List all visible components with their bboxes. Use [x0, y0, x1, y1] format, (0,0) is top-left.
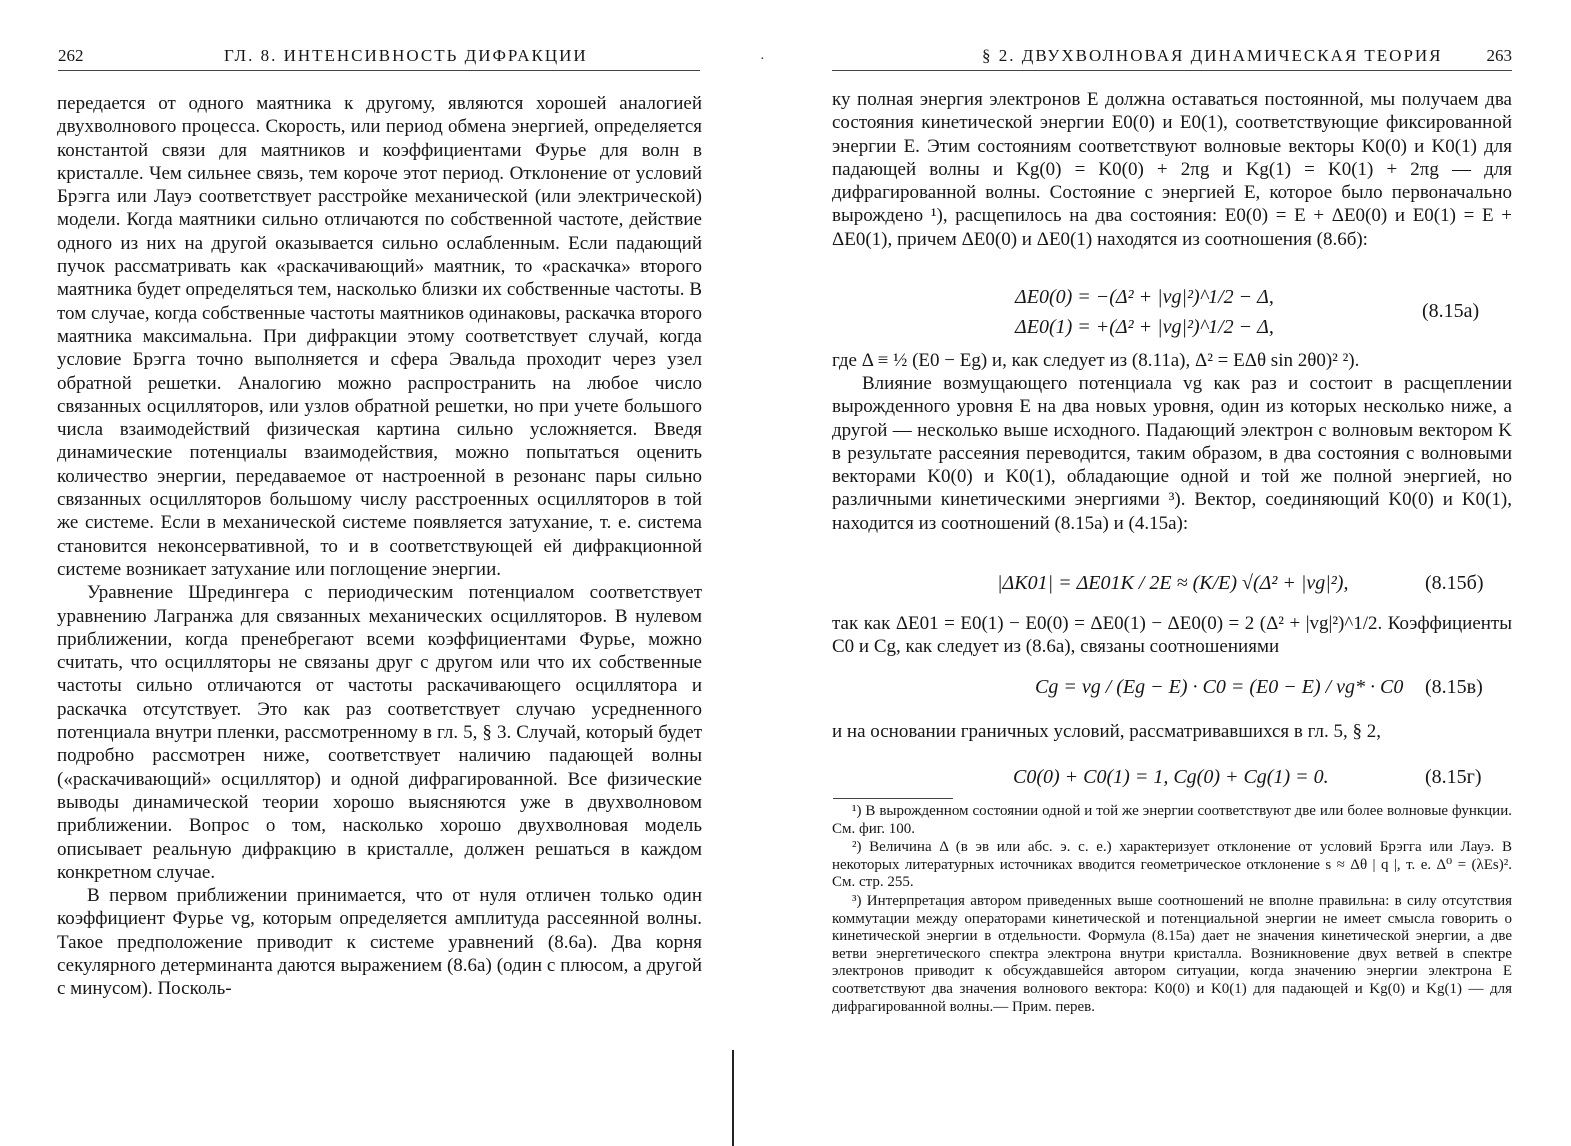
footnote-2: ²) Величина Δ (в эв или абс. э. с. е.) характеризует отклонение от условий Брэгга или Лауэ. В некоторых литературных источниках вводится геометрическое отклонение s ≈ Δθ | q |, т. е. Δ⁰ = (λEs)². См. стр. 255. — [832, 839, 1512, 891]
footnote-3: ³) Интерпретация автором приведенных выше соотношений не вполне правильна: в силу отсутствия коммутации между операторами кинетической и потенциальной энергии не имеет смысла говорить о кинетической энергии в отдельности. Формула (8.15а) дает не значения кинетической энергии, а две ветви энергетического спектра электрона внутри кристалла. Возникновение двух ветвей в спектре электронов приводит к обсуждавшейся автором ситуации, когда значению энергии электрона E соответствуют два значения волнового вектора: K0(0) и K0(1) для падающей и Kg(0) и Kg(1) — для дифрагированной волны.— Прим. перев. — [832, 892, 1512, 1015]
text-boundary-conditions: и на основании граничных условий, рассматривавшихся в гл. 5, § 2, — [832, 721, 1381, 742]
equation-8-15a-line-2: ΔE0(1) = +(Δ² + |vg|²)^1/2 − Δ, — [1015, 316, 1274, 338]
left-page-header — [58, 44, 700, 71]
footnote-1: ¹) В вырожденном состоянии одной и той же энергии соответствуют две или более волновые функции. См. фиг. 100. — [832, 803, 1512, 837]
left-page-number: 262 — [58, 46, 84, 65]
footnotes — [832, 803, 1512, 1017]
equation-8-15v-label: (8.15в) — [1425, 676, 1483, 698]
gutter-dot: · — [760, 52, 765, 67]
right-paragraph-2: Влияние возмущающего потенциала vg как раз и состоит в расщеплении вырожденного уровня E на два новых уровня, один из которых несколько ниже, а другой — несколько выше исходного. Падающий электрон с волновым вектором K в результате рассеяния переводится, таким образом, в два состояния с волновыми векторами K0(0) и K0(1), обладающие одной и той же полной энергией, но различными кинетическими энергиями ³). Вектор, соединяющий K0(0) и K0(1), находится из соотношений (8.15а) и (4.15а): — [832, 373, 1512, 534]
left-body-text — [57, 92, 702, 1092]
right-page-number: 263 — [1486, 46, 1512, 65]
left-running-title: ГЛ. 8. ИНТЕНСИВНОСТЬ ДИФРАКЦИИ — [224, 46, 588, 65]
equation-8-15b: |ΔK01| = ΔE01K / 2E ≈ (K/E) √(Δ² + |vg|²), — [997, 572, 1349, 594]
equation-8-15a-label: (8.15а) — [1422, 300, 1480, 322]
left-page — [0, 0, 760, 1146]
left-paragraph-3: В первом приближении принимается, что от нуля отличен только один коэффициент Фурье vg, которым определяется амплитуда рассеянной волны. Такое предположение приводит к системе уравнений (8.6а). Два корня секулярного детерминанта даются выражением (8.6а) (один с плюсом, а другой с минусом). Посколь- — [57, 885, 702, 1000]
text-where-delta: где Δ ≡ ½ (E0 − Eg) и, как следует из (8.11а), Δ² = EΔθ sin 2θ0)² ²). — [832, 350, 1360, 371]
equation-8-15a-line-1: ΔE0(0) = −(Δ² + |vg|²)^1/2 − Δ, — [1015, 286, 1274, 308]
left-paragraph-1: передается от одного маятника к другому, являются хорошей аналогией двухволнового процесса. Скорость, или период обмена энергией, определяется константой связи для маятников и коэффициентами Фурье для волн в кристалле. Чем сильнее связь, тем короче этот период. Отклонение от условий Брэгга или Лауэ соответствует расстройке механической (или электрической) модели. Когда маятники сильно отличаются по собственной частоте, действие одного из них на другой оказывается сильно ослабленным. Если падающий пучок рассматривать как «раскачивающий» маятник, то «раскачка» второго маятника будет определяться тем, насколько близки их собственные частоты. В том случае, когда собственные частоты маятников одинаковы, раскачка второго маятника максимальна. При дифракции этому соответствует случай, когда условие Брэгга точно выполняется и сфера Эвальда проходит через узел обратной решетки. Аналогию можно распространить на любое число связанных осцилляторов, или узлов обратной решетки, но при учете большого числа взаимодействий физическая картина сильно усложняется. Введя динамические потенциалы взаимодействия, можно попытаться оценить количество энергии, передаваемое от настроенной в резонанс пары сильно связанных осцилляторов большому числу расстроенных осцилляторов в той же системе. Если в механической системе появляется затухание, т. е. система становится неконсервативной, то и в соответствующей ей дифракционной системе возникает затухание или поглощение энергии. — [57, 93, 702, 580]
text-since: так как ΔE01 = E0(1) − E0(0) = ΔE0(1) − ΔE0(0) = 2 (Δ² + |vg|²)^1/2. Коэффициенты C0 и Cg, как следует из (8.6а), связаны соотношениями — [832, 613, 1512, 658]
right-paragraph-1: ку полная энергия электронов E должна оставаться постоянной, мы получаем два состояния кинетической энергии E0(0) и E0(1), соответствующие фиксированной энергии E. Этим состояниям соответствуют волновые векторы K0(0) и K0(1) для падающей волны и Kg(0) = K0(0) + 2πg и Kg(1) = K0(1) + 2πg — для дифрагированной волны. Состояние с энергией E, которое было первоначально вырождено ¹), расщепилось на два состояния: E0(0) = E + ΔE0(0) и E0(1) = E + ΔE0(1), причем ΔE0(0) и ΔE0(1) находятся из соотношения (8.6б): — [832, 89, 1512, 250]
equation-8-15b-label: (8.15б) — [1425, 572, 1484, 594]
footnote-rule — [833, 798, 953, 799]
right-page-header — [832, 44, 1512, 71]
right-page — [785, 0, 1571, 1146]
right-running-title: § 2. ДВУХВОЛНОВАЯ ДИНАМИЧЕСКАЯ ТЕОРИЯ — [982, 46, 1443, 65]
equation-8-15g-label: (8.15г) — [1425, 766, 1482, 788]
book-gutter-line — [732, 1050, 734, 1146]
left-paragraph-2: Уравнение Шредингера с периодическим потенциалом соответствует уравнению Лагранжа для связанных механических осцилляторов. В нулевом приближении, когда пренебрегают всеми коэффициентами Фурье, можно считать, что осцилляторы не связаны друг с другом или что их собственные частоты сильно отличаются от частоты раскачивающего осциллятора и раскачка отсутствует. Это как раз соответствует случаю усредненного потенциала внутри пленки, рассмотренному в гл. 5, § 3. Случай, который будет подробно рассмотрен ниже, соответствует наличию падающей волны («раскачивающий» осциллятор) и одной дифрагированной. Все физические выводы динамической теории хорошо выясняются уже в двухволновом приближении. Вопрос о том, насколько хорошо двухволновая модель описывает реальную дифракцию в кристалле, должен решаться в каждом конкретном случае. — [57, 582, 702, 883]
equation-8-15v: Cg = vg / (Eg − E) · C0 = (E0 − E) / vg* · C0 — [1035, 676, 1404, 698]
equation-8-15g: C0(0) + C0(1) = 1, Cg(0) + Cg(1) = 0. — [1013, 766, 1329, 788]
